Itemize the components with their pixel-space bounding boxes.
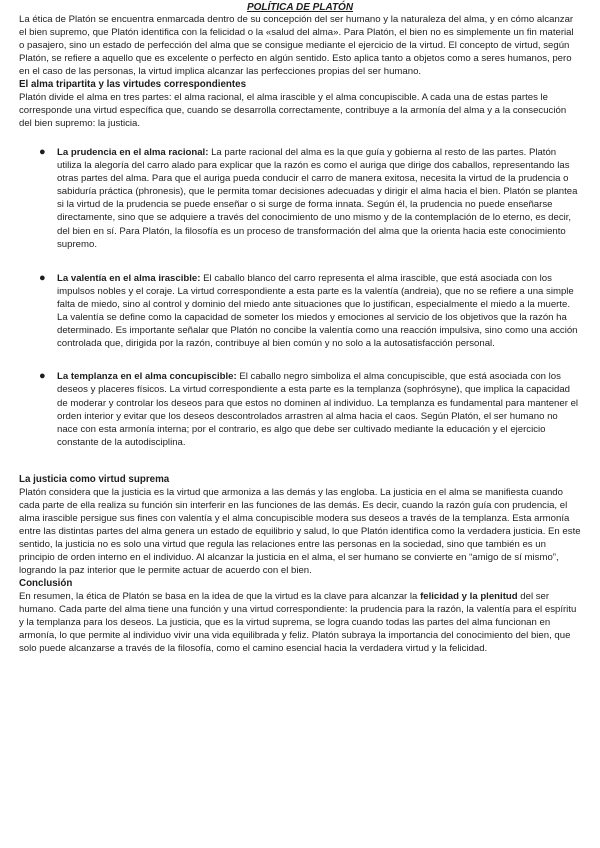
virtue-label: La templanza en el alma concupiscible: — [57, 371, 237, 383]
section-heading-conclusion: Conclusión — [19, 577, 73, 589]
conclusion-text-start: En resumen, la ética de Platón se basa en la idea de que la virtud es la clave para alcanzar la — [19, 590, 421, 602]
list-item-templanza — [19, 370, 581, 449]
virtue-label: La prudencia en el alma racional: — [57, 147, 209, 158]
section-paragraph-alma-tripartita: Platón divide el alma en tres partes: el alma racional, el alma irascible y el alma concupiscible. A cada una de estas partes le corresponde una virtud específica que, cuando se desarrolla correctamente, contribuye a la armonía del alma y a la consecución del bien supremo: la justicia. — [19, 92, 567, 129]
bullet-icon: ● — [39, 370, 46, 383]
virtue-text: El caballo blanco del carro representa el alma irascible, que está asociada con los impulsos nobles y el coraje. La virtud correspondiente a esta parte es la valentía (andreia), que no se refiere a una simple falta de miedo, sino al control y dominio del miedo ante situaciones que lo justifican, especialmente el miedo a la muerte. La valentía se define como la capacidad de someter los miedos y emociones al servicio de los objetivos que la razón ha determinado. Es importante señalar que Platón no concibe la valentía como una reacción impulsiva, sino como una acción controlada que, dirigida por la razón, contribuye al bien común y no solo a la autosatisfacción personal. — [57, 272, 578, 350]
conclusion-text-end: del ser humano. Cada parte del alma tiene una función y una virtud correspondiente: la prudencia para la razón, la valentía para el espíritu y la templanza para los deseos. La justicia, que es la virtud suprema, se logra cuando todas las partes del alma funcionan en armonía, lo que permite al individuo vivir una vida equilibrada y feliz. Platón subraya la importancia del conocimiento del bien, que solo puede alcanzarse a través de la filosofía, como el camino esencial hacia la verdadera virtud y la felicidad. — [19, 590, 577, 654]
virtues-list — [19, 146, 581, 449]
list-item-prudencia — [19, 146, 581, 251]
section-heading-justicia: La justicia como virtud suprema — [19, 473, 170, 485]
virtue-label: La valentía en el alma irascible: — [57, 272, 201, 284]
section-heading-alma-tripartita: El alma tripartita y las virtudes correspondientes — [19, 79, 247, 90]
section-paragraph-justicia: Platón considera que la justicia es la virtud que armoniza a las demás y las engloba. La justicia en el alma se manifiesta cuando cada parte de ella realiza su función sin interferir en las funciones de las demás. Es decir, cuando la razón guía con prudencia, el alma irascible persigue sus fines con valentía y el alma concupiscible modera sus deseos a través de la templanza. Esta armonía entre las distintas partes del alma genera un estado de equilibrio y salud, lo que Platón identifica como la verdadera justicia. En este sentido, la justicia no es solo una virtud que regula las relaciones entre las personas en la sociedad, sino que también es un principio de orden interno en el individuo. Al alcanzar la justicia en el alma, el ser humano se convierte en “amigo de sí mismo”, logrando la paz interior que le permite actuar de acuerdo con el bien. — [19, 486, 581, 576]
list-item-valentia — [19, 272, 581, 351]
virtue-text: El caballo negro simboliza el alma concupiscible, que está asociada con los deseos y placeres físicos. La virtud correspondiente a esta parte es la templanza (sophrósyne), que implica la capacidad de moderar y controlar los deseos para que estos no dominen al individuo. La templanza es fundamental para mantener el orden interior y evitar que los deseos descontrolados arrastren al alma hacia el caos. Según Platón, el ser humano no nace con esta armonía interna; por el contrario, es algo que debe ser cultivado mediante la educación y el ejercicio constante de la autodisciplina. — [57, 371, 579, 448]
bullet-icon: ● — [39, 146, 46, 158]
virtue-text: La parte racional del alma es la que guía y gobierna al resto de las partes. Platón utiliza la alegoría del carro alado para explicar que la razón es como el auriga que dirige dos caballos, representando las otras partes del alma. Para que el auriga pueda conducir el carro de manera exitosa, necesita la virtud de la prudencia o sabiduría práctica (phronesis), que le permita tomar decisiones adecuadas y dirigir el alma hacia el bien. Platón se plantea si la virtud de la prudencia se puede enseñar o si surge de forma innata. Según él, la prudencia no puede enseñarse directamente, sino que se adquiere a través del conocimiento de uno mismo y de la contemplación de lo eterno, es decir, del bien en sí. Para Platón, la filosofía es un proceso de transformación del alma que la orienta hacia este conocimiento supremo. — [57, 147, 578, 250]
conclusion-emphasis: felicidad y la plenitud — [420, 590, 518, 602]
document-title: POLÍTICA DE PLATÓN — [246, 2, 354, 13]
bullet-icon: ● — [39, 271, 46, 284]
intro-paragraph: La ética de Platón se encuentra enmarcada dentro de su concepción del ser humano y la naturaleza del alma, y en cómo alcanzar el bien supremo, que Platón identifica con la felicidad o la «salud del alma». Para Platón, el bien no es simplemente un fin material o pasajero, sino un estado de perfección del alma que se consigue mediante el ejercicio de la virtud. El concepto de virtud, según Platón, se refiere a aquello que es excelente o perfecto en algún sentido. Esto aplica tanto a objetos como a seres humanos, pero en el caso de las personas, la virtud implica alcanzar las perfecciones propias del ser humano. — [19, 14, 574, 77]
conclusion-paragraph — [19, 590, 581, 655]
